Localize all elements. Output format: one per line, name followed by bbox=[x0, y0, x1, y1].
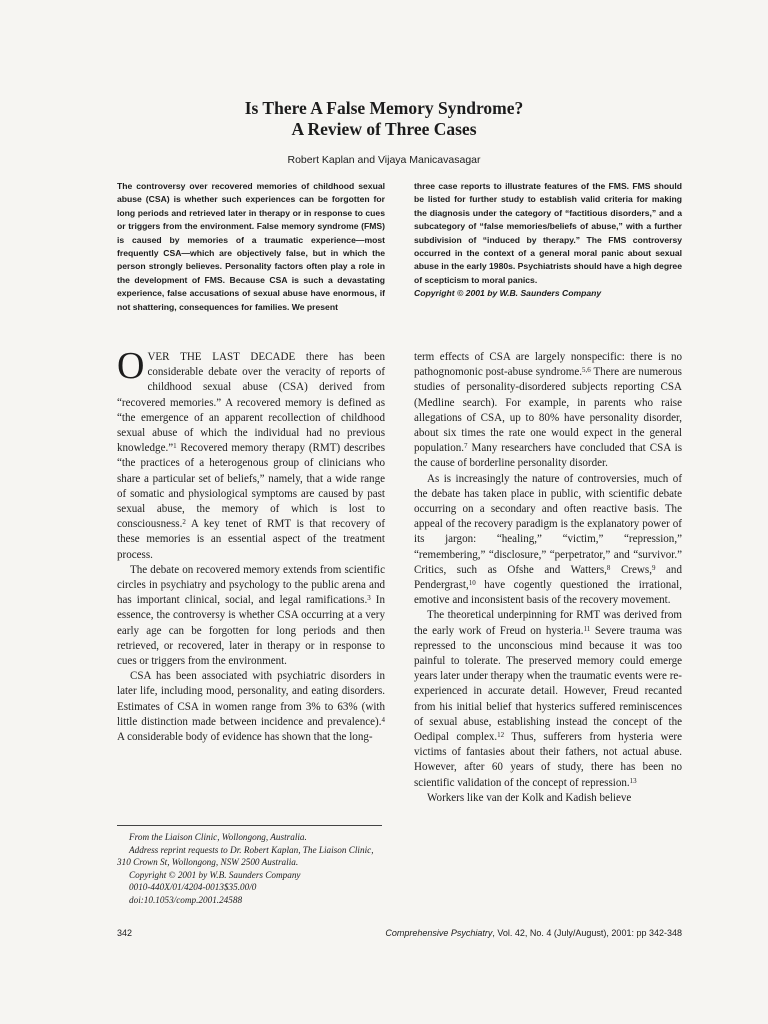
abstract-left-column bbox=[117, 180, 385, 314]
footnote-doi: doi:10.1053/comp.2001.24588 bbox=[129, 894, 243, 905]
citation-ref: 10 bbox=[468, 579, 476, 588]
citation-ref: 7 bbox=[464, 442, 468, 451]
body-text: Thus, sufferers from hysteria were victims of fantasies about their fathers, not actual abuse. However, after 60 years of study, there has been no scientific validation of the concept of repression. bbox=[414, 731, 682, 789]
body-left-column bbox=[117, 345, 386, 745]
body-paragraph-4 bbox=[414, 350, 682, 472]
body-text: Recovered memory therapy (RMT) describes “the practices of a heterogenous group of clinicians who share a particular set of beliefs,” namely, that a wide range of somatic and physiological symptoms are caused by past sexual abuse, the memory of which is lost to consciousness. bbox=[117, 442, 385, 531]
citation-ref: 9 bbox=[651, 563, 656, 572]
body-text: VER THE LAST DECADE there has been considerable debate over the veracity of reports of childhood sexual abuse (CSA) derived from “recovered memories.” A recovered memory is defined as “the emergence of an apparent recollection of childhood sexual abuse of which the individual had no previous knowledge.” bbox=[117, 351, 385, 455]
body-paragraph-3 bbox=[117, 669, 385, 745]
footnote-issn: 0010-440X/01/4204-0013$35.00/0 bbox=[129, 882, 257, 893]
body-text: Crews, bbox=[610, 563, 652, 576]
body-text: A considerable body of evidence has shown that the long- bbox=[117, 731, 373, 744]
body-paragraph-7: Workers like van der Kolk and Kadish believe bbox=[427, 791, 632, 804]
citation-ref: 8 bbox=[606, 563, 611, 572]
citation-ref: 2 bbox=[182, 518, 186, 527]
body-text: As is increasingly the nature of controversies, much of the debate has taken place in public, with scientific debate occurring on a secondary and often reactive basis. The appeal of the recovery paradigm is the explanatory power of its jargon: “healing,” “victim,” “repression,” “remembering,” “disclosure,” “perpetrator,” and “survivor.” Critics, such as Ofshe and Watters, bbox=[414, 472, 682, 576]
body-right-column bbox=[414, 350, 682, 806]
body-paragraph-1 bbox=[117, 345, 385, 563]
page-number: 342 bbox=[117, 928, 133, 938]
body-text: term effects of CSA are largely nonspecific: there is no pathognomonic post-abuse syndrome. bbox=[414, 351, 682, 379]
title-line-2: A Review of Three Cases bbox=[291, 119, 477, 139]
title-line-1: Is There A False Memory Syndrome? bbox=[244, 98, 524, 118]
footnote-divider bbox=[117, 825, 382, 826]
footnote-affiliation: From the Liaison Clinic, Wollongong, Australia. bbox=[129, 832, 307, 842]
drop-cap: O bbox=[117, 345, 145, 387]
journal-details: , Vol. 42, No. 4 (July/August), 2001: pp 342-348 bbox=[492, 928, 682, 938]
footnote-copyright: Copyright © 2001 by W.B. Saunders Company bbox=[129, 869, 301, 880]
body-text: Severe trauma was repressed to the unconscious mind because it was too painful to tolerate. The preserved memory could emerge years later under therapy when the traumatic events were re-experienced in accurate detail. However, Freud recanted from his initial belief that hysterics suffered reminiscences of sexual abuse, establishing instead the concept of the Oedipal complex. bbox=[414, 624, 682, 744]
journal-citation bbox=[385, 928, 682, 938]
citation-ref: 12 bbox=[497, 731, 505, 740]
citation-ref: 5,6 bbox=[582, 366, 591, 375]
body-text: Many researchers have concluded that CSA is the cause of borderline personality disorder. bbox=[414, 442, 682, 470]
citation-ref: 3 bbox=[367, 594, 371, 603]
journal-name: Comprehensive Psychiatry bbox=[385, 928, 493, 938]
abstract-copyright: Copyright © 2001 by W.B. Saunders Company bbox=[414, 288, 602, 299]
abstract-right-column bbox=[414, 180, 682, 301]
body-paragraph-2 bbox=[117, 563, 385, 669]
abstract-text-right: three case reports to illustrate features of the FMS. FMS should be listed for further study to establish valid criteria for making the diagnosis under the category of “factitious disorders,” and a subcategory of “false memories/beliefs of abuse,” with a further subdivision of “induced by therapy.” The FMS controversy occurred in the context of a general moral panic about sexual abuse in the early 1980s. Psychiatrists should have a high degree of scepticism to moral panics. bbox=[414, 181, 682, 285]
body-text: In essence, the controversy is whether CSA occurring at a very early age can be forgotten for long periods and then retrieved, or recovered, later in therapy or in response to cues or triggers from the environment. bbox=[117, 594, 386, 668]
body-text: The theoretical underpinning for RMT was derived from the early work of Freud on hysteria. bbox=[414, 609, 682, 637]
citation-ref: 4 bbox=[381, 715, 385, 724]
abstract-text-left: The controversy over recovered memories of childhood sexual abuse (CSA) is whether such experiences can be forgotten for long periods and retrieved later in therapy or in response to cues or triggers from the environment. False memory syndrome (FMS) is caused by memories of a traumatic experience—most frequently CSA—which are objectively false, but in which the person strongly believes. Personality factors often play a role in the development of FMS. Because CSA is such a devastating experience, false accusations of sexual abuse have enormous, if not shattering, consequences for families. We present bbox=[117, 181, 385, 312]
body-text: A key tenet of RMT is that recovery of these memories is an essential aspect of the treatment process. bbox=[117, 518, 385, 561]
citation-ref: 13 bbox=[629, 776, 637, 785]
citation-ref: 11 bbox=[583, 624, 591, 633]
author-names: Robert Kaplan and Vijaya Manicavasagar bbox=[287, 154, 481, 166]
body-text: The debate on recovered memory extends from scientific circles in psychiatry and psychology to the public arena and has important clinical, social, and legal ramifications. bbox=[117, 563, 385, 607]
article-title bbox=[0, 98, 768, 140]
affiliation-footnote bbox=[117, 831, 385, 907]
body-text: and Pendergrast, bbox=[414, 563, 682, 592]
body-text: There are numerous studies of personality-disordered subjects reporting CSA (Medline search). For example, in parents who raise allegations of CSA, up to 80% have personality disorder, about six times the rate one would expect in the general population. bbox=[414, 366, 682, 455]
body-text: have cogently questioned the irrational, emotive and inconsistent basis of the recovery movement. bbox=[414, 579, 682, 607]
body-paragraph-6 bbox=[414, 608, 682, 790]
citation-ref: 1 bbox=[173, 442, 177, 451]
footnote-reprint-address: Address reprint requests to Dr. Robert Kaplan, The Liaison Clinic, 310 Crown St, Wollongong, NSW 2500 Australia. bbox=[117, 844, 374, 868]
body-text: CSA has been associated with psychiatric disorders in later life, including mood, personality, and eating disorders. Estimates of CSA in women range from 3% to 63% (with little distinction made between incidence and prevalence). bbox=[117, 670, 385, 728]
body-paragraph-5 bbox=[414, 472, 682, 609]
